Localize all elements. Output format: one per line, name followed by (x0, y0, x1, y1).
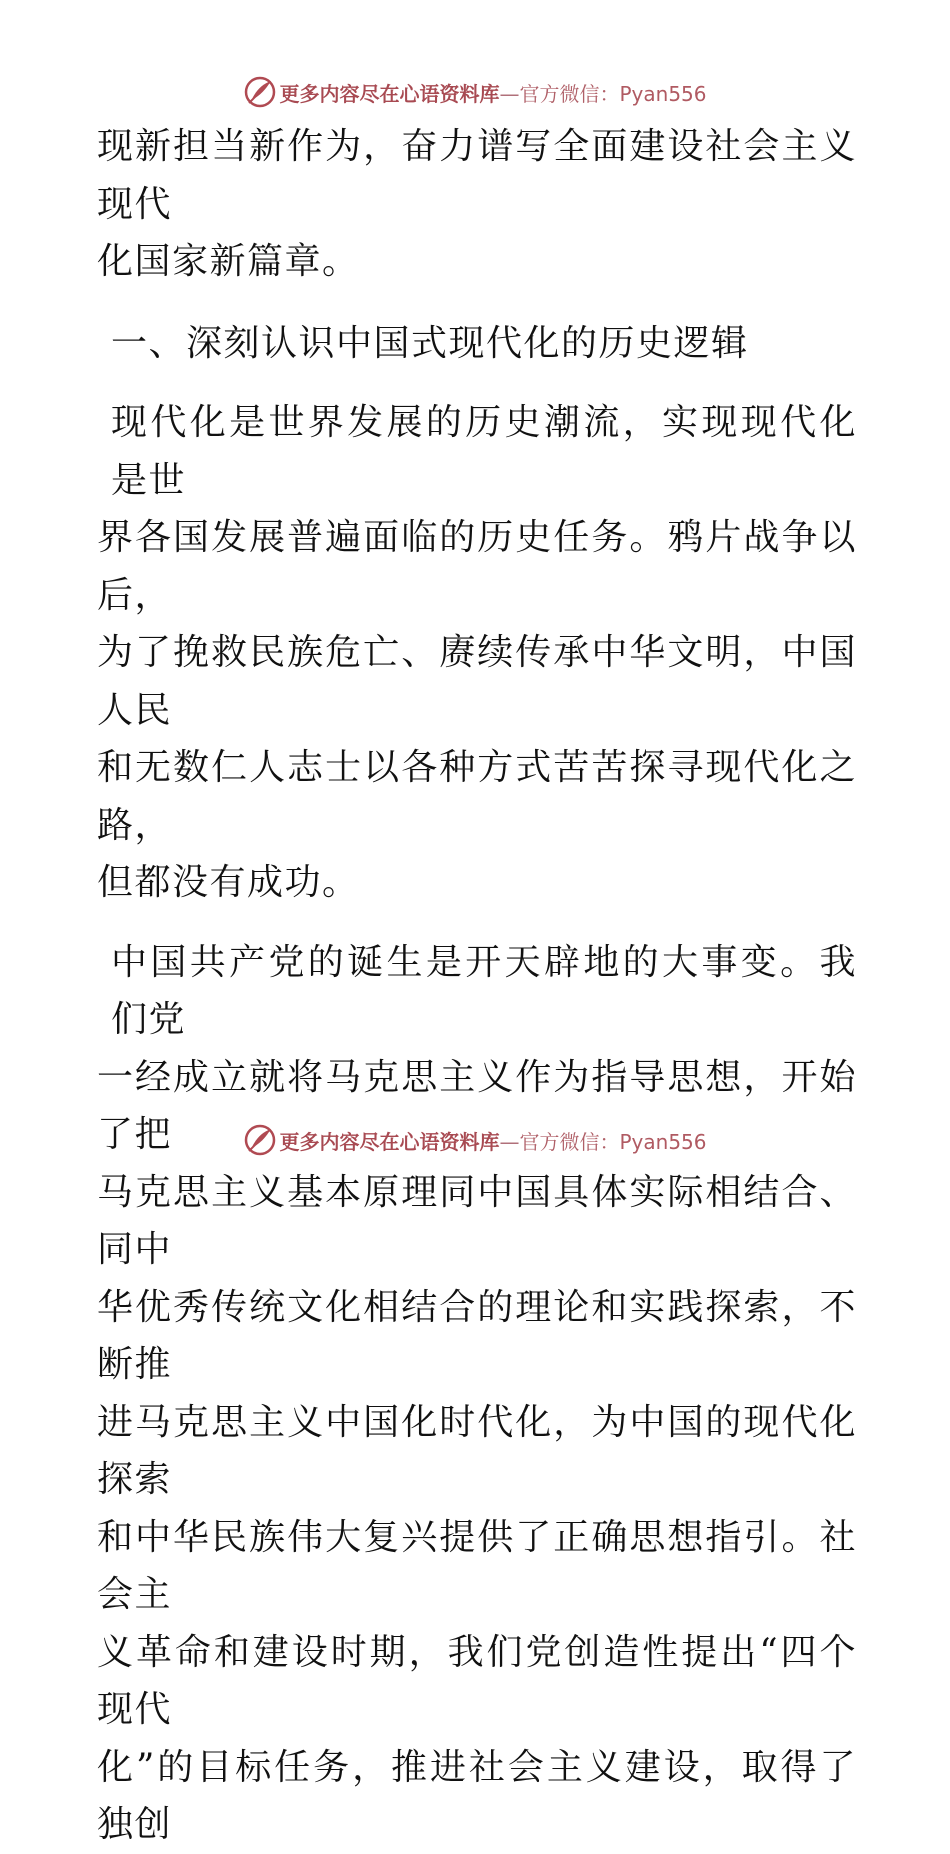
text-line: 化国家新篇章。 (97, 241, 360, 282)
section-heading: 一、深刻认识中国式现代化的历史逻辑 (111, 322, 749, 364)
footer-watermark (0, 1120, 950, 1160)
watermark-account: Pyan556 (619, 81, 707, 106)
text-line: 义革命和建设时期，我们党创造性提出“四个现代 (97, 1631, 857, 1730)
feather-logo-icon (243, 75, 277, 109)
text-line: 和无数仁人志士以各种方式苦苦探寻现代化之路， (97, 747, 857, 846)
paragraph-1 (97, 394, 857, 912)
text-line: 华优秀传统文化相结合的理论和实践探索，不断推 (97, 1286, 857, 1385)
watermark-text (279, 78, 706, 107)
watermark-brand: 更多内容尽在心语资料库 (279, 1129, 500, 1154)
watermark-separator: — (499, 81, 520, 106)
text-line: 现代化是世界发展的历史潮流，实现现代化是世 (111, 402, 857, 501)
paragraph-2 (97, 934, 857, 1854)
watermark-label: 官方微信： (519, 1129, 620, 1154)
watermark-separator: — (499, 1129, 520, 1154)
text-line: 和中华民族伟大复兴提供了正确思想指引。社会主 (97, 1516, 857, 1615)
document-body (97, 118, 857, 1854)
watermark-brand: 更多内容尽在心语资料库 (279, 81, 500, 106)
text-line: 化”的目标任务，推进社会主义建设，取得了独创 (97, 1746, 857, 1845)
feather-logo-icon (243, 1123, 277, 1157)
text-line: 界各国发展普遍面临的历史任务。鸦片战争以后， (97, 517, 857, 616)
text-line: 马克思主义基本原理同中国具体实际相结合、同中 (97, 1171, 857, 1270)
text-line: 一经成立就将马克思主义作为指导思想，开始了把 (97, 1056, 857, 1155)
text-line: 进马克思主义中国化时代化，为中国的现代化探索 (97, 1401, 857, 1500)
watermark-account: Pyan556 (619, 1129, 707, 1154)
text-line: 中国共产党的诞生是开天辟地的大事变。我们党 (111, 941, 857, 1040)
text-line: 为了挽救民族危亡、赓续传承中华文明，中国人民 (97, 632, 857, 731)
text-line: 但都没有成功。 (97, 862, 360, 903)
intro-paragraph (97, 118, 857, 291)
header-watermark (0, 72, 950, 112)
text-line: 现新担当新作为，奋力谱写全面建设社会主义现代 (97, 126, 857, 225)
watermark-label: 官方微信： (519, 81, 620, 106)
watermark-text (279, 1126, 706, 1155)
